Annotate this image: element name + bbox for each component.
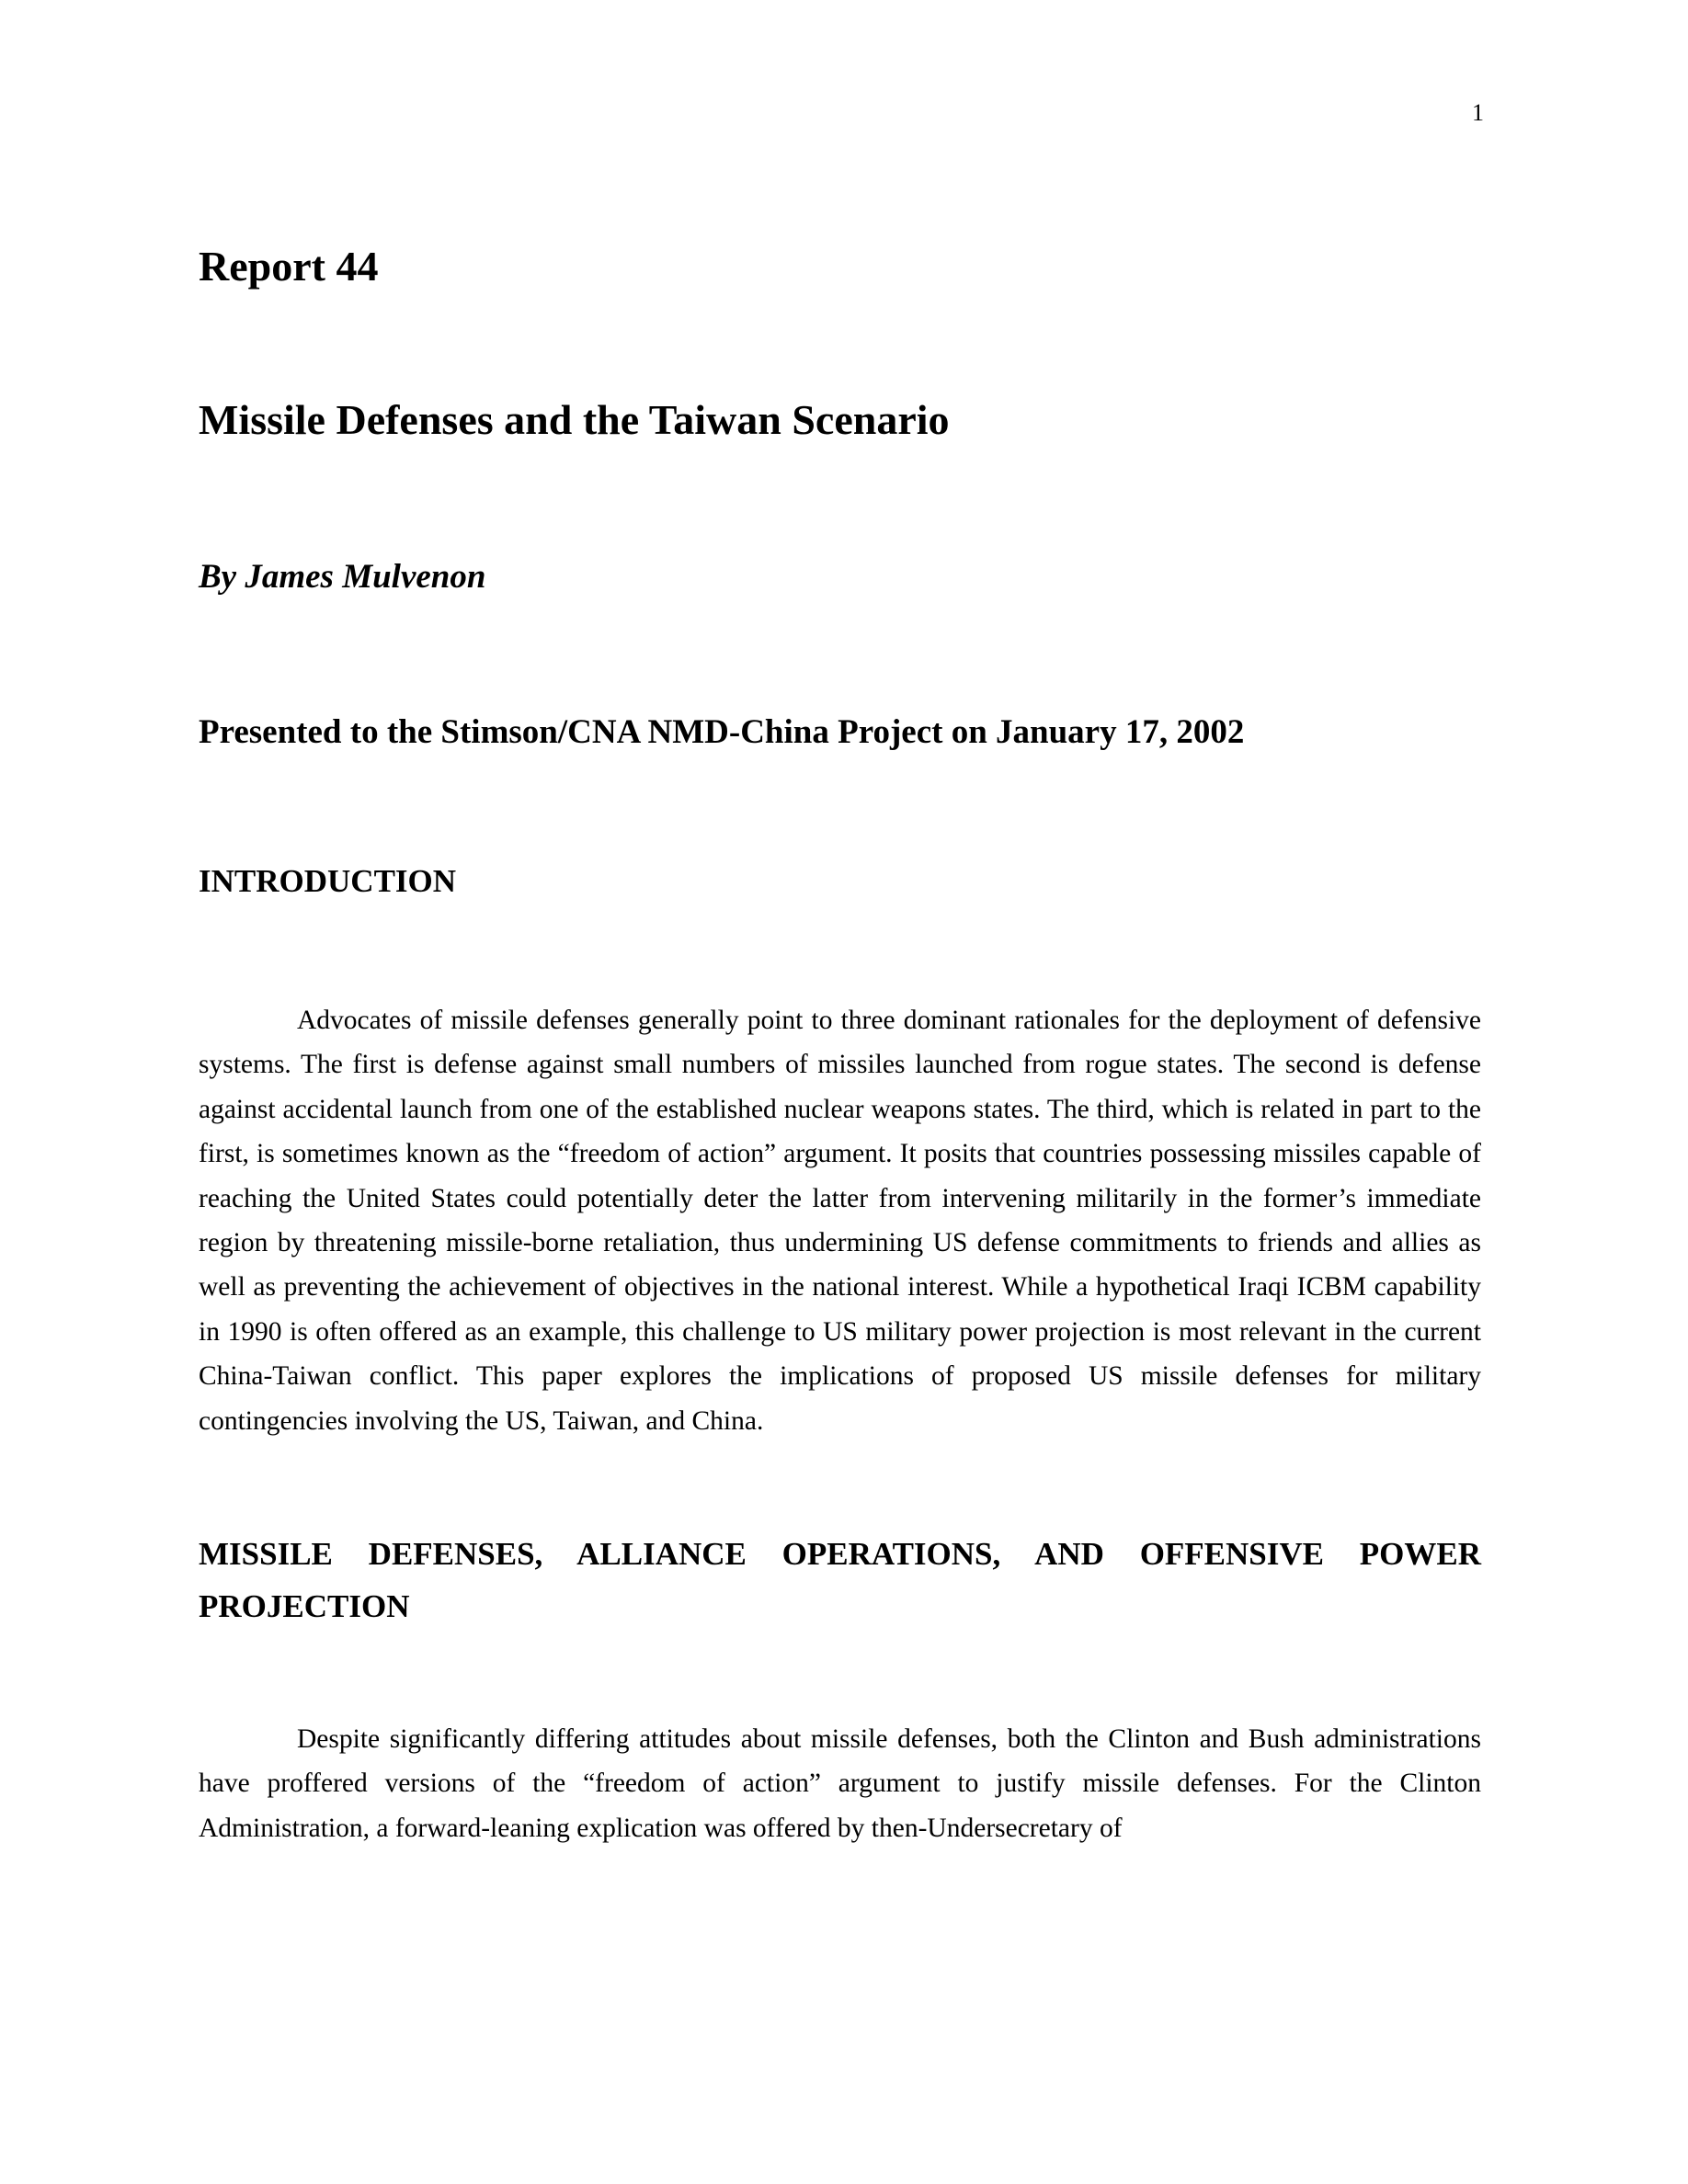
report-number: Report 44	[199, 243, 379, 290]
section-heading-introduction: INTRODUCTION	[199, 863, 457, 899]
author-byline: By James Mulvenon	[199, 558, 486, 596]
presentation-note: Presented to the Stimson/CNA NMD-China Project on January 17, 2002	[199, 713, 1245, 751]
document-body	[199, 241, 1481, 1850]
document-title: Missile Defenses and the Taiwan Scenario	[199, 396, 950, 443]
section-heading-missile-defenses: MISSILE DEFENSES, ALLIANCE OPERATIONS, AND OFFENSIVE POWER PROJECTION	[199, 1536, 1481, 1625]
missile-defenses-paragraph: Despite significantly differing attitudes about missile defenses, both the Clinton and Bush administrations have proffered versions of the “freedom of action” argument to justify missile defenses. For the Clinton Administration, a forward-leaning explication was offered by then-Undersecretary of	[199, 1724, 1481, 1843]
introduction-paragraph: Advocates of missile defenses generally point to three dominant rationales for the deployment of defensive systems. The first is defense against small numbers of missiles launched from rogue states. The second is defense against accidental launch from one of the established nuclear weapons states. The third, which is related in part to the first, is sometimes known as the “freedom of action” argument. It posits that countries possessing missiles capable of reaching the United States could potentially deter the latter from intervening militarily in the former’s immediate region by threatening missile-borne retaliation, thus undermining US defense commitments to friends and allies as well as preventing the achievement of objectives in the national interest. While a hypothetical Iraqi ICBM capability in 1990 is often offered as an example, this challenge to US military power projection is most relevant in the current China-Taiwan conflict. This paper explores the implications of proposed US missile defenses for military contingencies involving the US, Taiwan, and China.	[199, 1006, 1481, 1436]
page-number: 1	[1472, 99, 1484, 126]
